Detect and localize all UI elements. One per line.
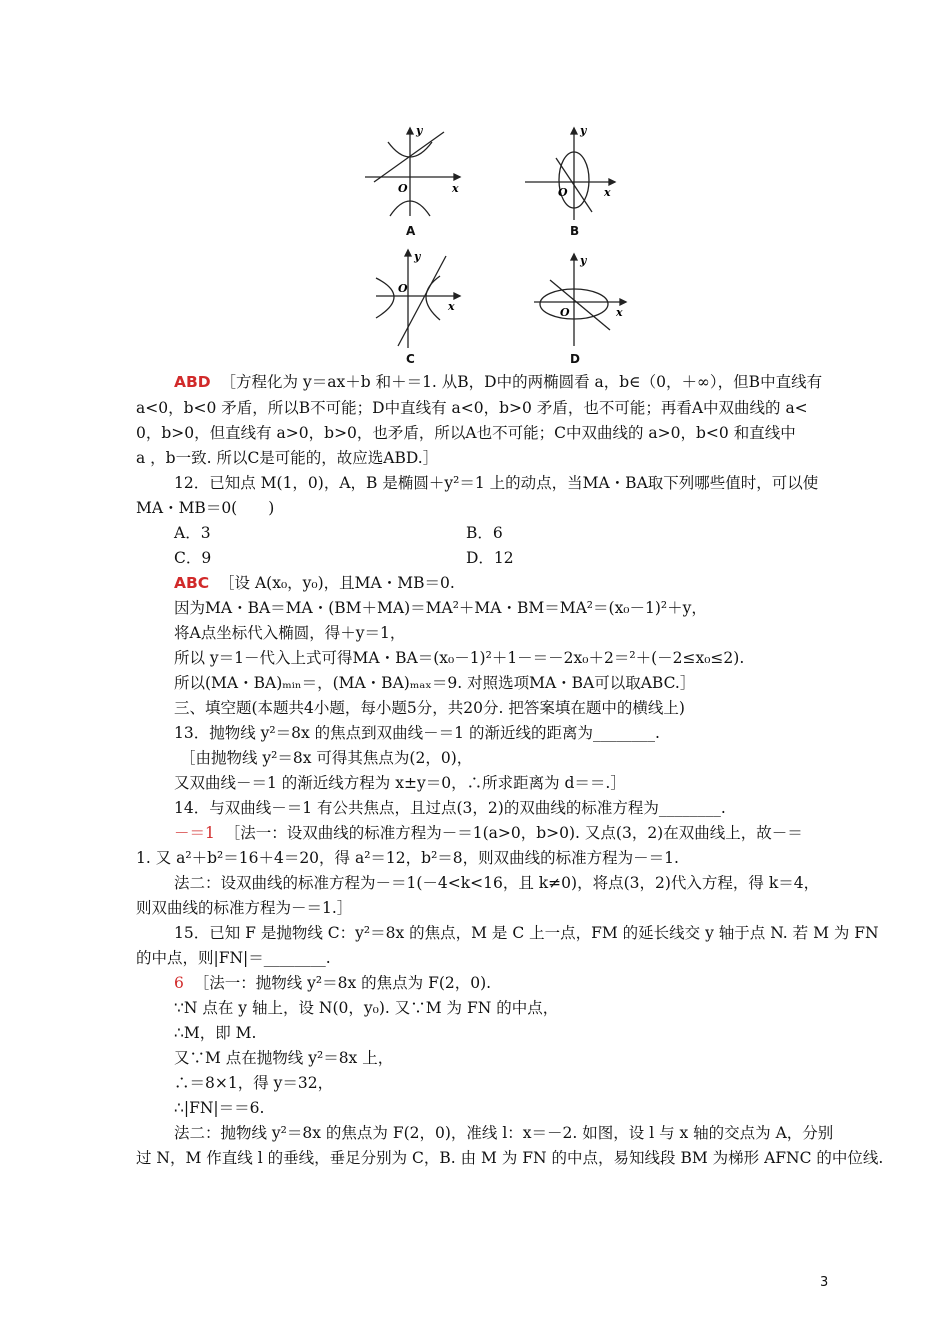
svg-text:O: O [398, 182, 408, 195]
figure-b [520, 120, 630, 220]
line: MA・MB＝0( ) [136, 499, 275, 517]
figure-c [368, 248, 468, 348]
option: D．12 [466, 549, 514, 567]
line: 的中点，则|FN|＝________. [136, 949, 331, 967]
line: ABC ［设 A(x₀，y₀)，且MA・MB＝0. [174, 574, 455, 592]
line: －＝1 ［法一：设双曲线的标准方程为－＝1(a>0，b>0). 又点(3，2)在双曲线上，故－＝ [174, 824, 803, 842]
line: 0，b>0，但直线有 a>0，b>0，也矛盾，所以A也不可能；C中双曲线的 a>0，b<0 和直线中 [136, 424, 796, 442]
line: ∵N 点在 y 轴上，设 N(0，y₀). 又∵M 为 FN 的中点， [174, 999, 559, 1017]
line: 1. 又 a²＋b²＝16＋4＝20，得 a²＝12，b²＝8，则双曲线的标准方程为－＝1. [136, 849, 679, 867]
svg-text:O: O [560, 306, 570, 319]
svg-text:y: y [580, 254, 587, 267]
figure-d-label: D [570, 352, 580, 366]
svg-text:x: x [616, 306, 623, 319]
figure-b-label: B [570, 224, 580, 238]
line: 又∵M 点在抛物线 y²＝8x 上， [174, 1049, 394, 1067]
question: 12．已知点 M(1，0)，A，B 是椭圆＋y²＝1 上的动点，当MA・BA取下列哪些值时，可以使 [174, 474, 819, 492]
option: B．6 [466, 524, 503, 542]
figure-a-label: A [406, 224, 416, 238]
line: 过 N，M 作直线 l 的垂线，垂足分别为 C，B. 由 M 为 FN 的中点，易知线段 BM 为梯形 AFNC 的中位线. [136, 1149, 884, 1167]
option: A．3 [174, 524, 211, 542]
line: 所以 y＝1－代入上式可得MA・BA＝(x₀－1)²＋1－＝－2x₀＋2＝²＋(－2≤x₀≤2). [174, 649, 745, 667]
line: ∴＝8×1，得 y＝32， [174, 1074, 334, 1092]
svg-text:O: O [398, 282, 408, 295]
svg-text:x: x [604, 186, 611, 199]
line: ∴|FN|＝＝6. [174, 1099, 265, 1117]
line: ABD ［方程化为 y＝ax＋b 和＋＝1. 从B，D中的两椭圆看 a，b∈（0，＋∞），但B中直线有 [174, 373, 823, 391]
line: 法二：抛物线 y²＝8x 的焦点为 F(2，0)，准线 l：x＝－2. 如图，设 l 与 x 轴的交点为 A，分别 [174, 1124, 834, 1142]
line: ［由抛物线 y²＝8x 可得其焦点为(2，0)， [180, 749, 473, 767]
line: 法二：设双曲线的标准方程为－＝1(－4<k<16，且 k≠0)，将点(3，2)代入方程，得 k＝4， [174, 874, 820, 892]
question: 13．抛物线 y²＝8x 的焦点到双曲线－＝1 的渐近线的距离为________. [174, 724, 660, 742]
line: 6 ［法一：抛物线 y²＝8x 的焦点为 F(2，0). [174, 974, 492, 992]
svg-text:O: O [558, 186, 568, 199]
line: 则双曲线的标准方程为－＝1.］ [136, 899, 353, 917]
svg-text:x: x [452, 182, 459, 195]
svg-text:x: x [448, 300, 455, 313]
svg-text:y: y [416, 124, 423, 137]
section-heading: 三、填空题(本题共4小题，每小题5分，共20分. 把答案填在题中的横线上) [174, 699, 685, 717]
line: a<0，b<0 矛盾，所以B不可能；D中直线有 a<0，b>0 矛盾，也不可能；再看A中双曲线的 a< [136, 399, 808, 417]
figure-c-label: C [406, 352, 415, 366]
svg-text:y: y [580, 124, 587, 137]
figure-d [530, 250, 640, 350]
line: a ，b一致. 所以C是可能的，故应选ABD.］ [136, 449, 439, 467]
question: 15．已知 F 是抛物线 C：y²＝8x 的焦点，M 是 C 上一点，FM 的延长线交 y 轴于点 N. 若 M 为 FN [174, 924, 879, 942]
line: 所以(MA・BA)ₘᵢₙ＝，(MA・BA)ₘₐₓ＝9. 对照选项MA・BA可以取ABC.］ [174, 674, 696, 692]
page-number: 3 [820, 1275, 829, 1290]
line: 将A点坐标代入椭圆，得＋y＝1， [174, 624, 406, 642]
svg-text:y: y [414, 250, 421, 263]
line: 又双曲线－＝1 的渐近线方程为 x±y＝0，∴所求距离为 d＝＝.］ [174, 774, 626, 792]
line: 因为MA・BA＝MA・(BM＋MA)＝MA²＋MA・BM＝MA²＝(x₀－1)²＋y， [174, 599, 707, 617]
figure-a [360, 120, 470, 220]
line: ∴M，即 M. [174, 1024, 257, 1042]
question: 14．与双曲线－＝1 有公共焦点，且过点(3，2)的双曲线的标准方程为________. [174, 799, 726, 817]
option: C．9 [174, 549, 212, 567]
